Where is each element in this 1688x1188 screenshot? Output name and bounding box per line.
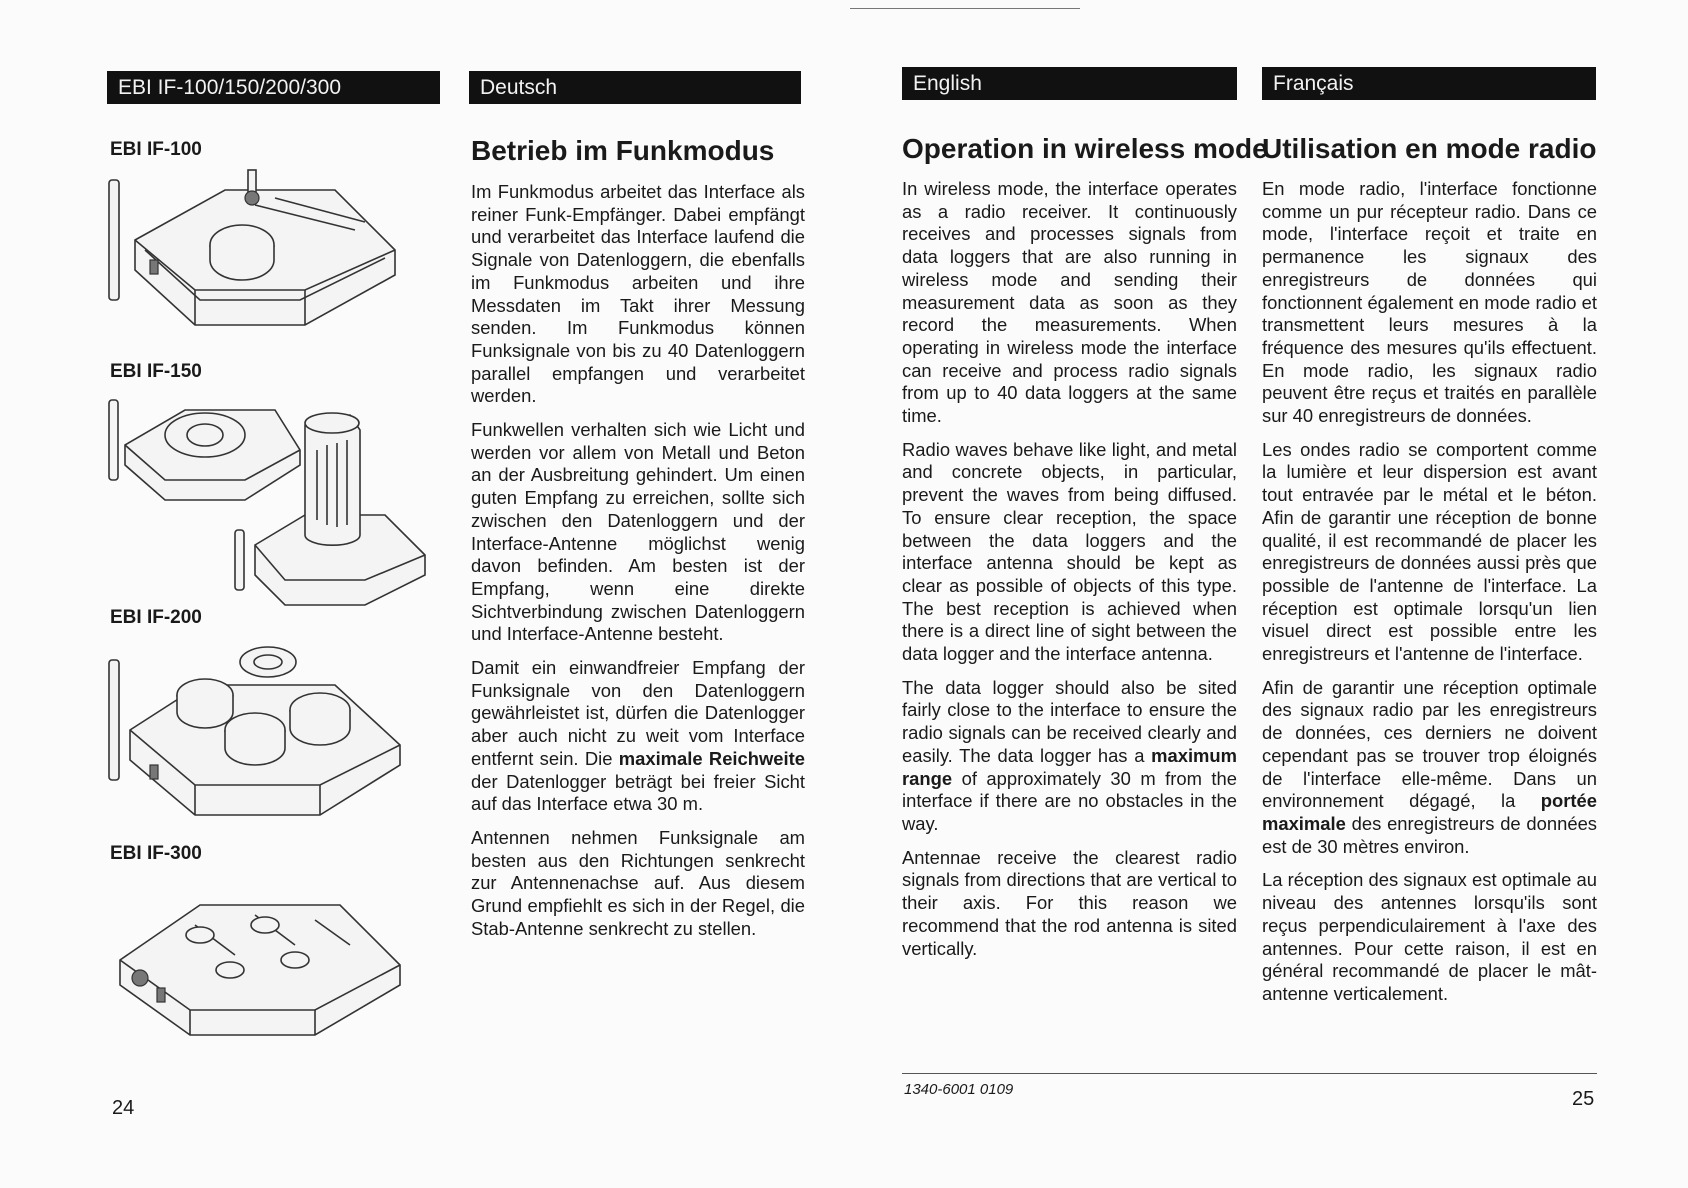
model-label-if300: EBI IF-300 [110, 843, 202, 864]
header-bar-deutsch: Deutsch [469, 71, 801, 104]
device-illustration-if200 [105, 640, 405, 830]
device-illustration-if150 [105, 395, 445, 615]
header-bar-francais: Français [1262, 67, 1596, 100]
paragraph: Damit ein einwandfreier Empfang der Funksignale von den Datenloggern gewährleistet ist, dürfen die Datenlogger aber auch nicht zu weit vom Interface entfernt sein. Die maximale Reichweite der Datenlogger beträgt bei freier Sicht auf das Interface etwa 30 m. [471, 657, 805, 815]
device-illustration-if300 [105, 870, 405, 1045]
section-title-francais: Utilisation en mode radio [1262, 133, 1597, 164]
model-label-if150: EBI IF-150 [110, 361, 202, 382]
text-column-deutsch [471, 181, 805, 952]
paragraph: Radio waves behave like light, and metal and concrete objects, in particular, prevent the waves from being diffused. To ensure clear reception, the space between the data loggers and the interface antenna should be kept as clear as possible of objects of this type. The best reception is achieved when there is a direct line of sight between the data logger and the interface antenna. [902, 438, 1237, 665]
page-number-right: 25 [1572, 1088, 1595, 1110]
paragraph: Funkwellen verhalten sich wie Licht und werden vor allem von Metall und Beton an der Ausbreitung gehindert. Um einen guten Empfang zu erreichen, sollte sich zwischen den Datenloggern und der Interface-Antenne möglichst wenig davon befinden. Am besten ist der Empfang, wenn eine direkte Sichtverbindung zwischen Datenloggern und Interface-Antenne besteht. [471, 419, 805, 645]
paragraph: La réception des signaux est optimale au niveau des antennes lorsqu'ils sont reçus perpendiculairement à l'axe des antennes. Pour cette raison, il est en général recommandé de placer le mât-antenne verticalement. [1262, 869, 1597, 1004]
model-label-if200: EBI IF-200 [110, 607, 202, 628]
emphasis: maximum range [902, 744, 1237, 789]
page-number-left: 24 [112, 1097, 135, 1119]
emphasis: portée maximale [1262, 790, 1597, 834]
text-column-english [902, 178, 1237, 971]
document-code: 1340-6001 0109 [904, 1081, 1014, 1098]
paragraph: Antennen nehmen Funksignale am besten aus den Richtungen senkrecht zur Antennenachse auf. Aus diesem Grund empfiehlt es sich in der Regel, die Stab-Antenne senkrecht zu stellen. [471, 826, 805, 939]
header-bar-models: EBI IF-100/150/200/300 [107, 71, 440, 104]
model-label-if100: EBI IF-100 [110, 139, 202, 160]
text-column-francais [1262, 178, 1597, 1017]
paragraph: In wireless mode, the interface operates as a radio receiver. It continuously receives and processes signals from data loggers that are also running in wireless mode and sending their measurement data as soon as they record the measurements. When operating in wireless mode the interface can receive and process radio signals from up to 40 data loggers at the same time. [902, 178, 1237, 427]
footer-rule [902, 1073, 1597, 1074]
paragraph: Antennae receive the clearest radio signals from directions that are vertical to their axis. For this reason we recommend that the rod antenna is sited vertically. [902, 846, 1237, 959]
paragraph: Im Funkmodus arbeitet das Interface als reiner Funk-Empfänger. Dabei empfängt und verarbeitet das Interface laufend die Signale von Datenloggern, die ebenfalls im Funkmodus arbeiten und ihre Messdaten im Takt ihrer Messung senden. Im Funkmodus können Funksignale von bis zu 40 Datenloggern parallel empfangen und verarbeitet werden. [471, 181, 805, 407]
emphasis: maximale Reichweite [618, 747, 805, 769]
section-title-english: Operation in wireless mode [902, 133, 1268, 164]
section-title-deutsch: Betrieb im Funkmodus [471, 135, 775, 166]
header-bar-english: English [902, 67, 1237, 100]
device-illustration-if100 [105, 160, 405, 340]
paragraph: The data logger should also be sited fairly close to the interface to ensure the radio signals can be received clearly and easily. The data logger has a maximum range of approximately 30 m from the interface if there are no obstacles in the way. [902, 676, 1237, 834]
paragraph: Les ondes radio se comportent comme la lumière et leur dispersion est avant tout entravée par le métal et le béton. Afin de garantir une réception de bonne qualité, il est recommandé de placer les enregistreurs de données aussi près que possible de l'antenne de l'interface. La réception est optimale lorsqu'un lien visuel direct est possible entre les enregistreurs et l'antenne de l'interface. [1262, 438, 1597, 665]
top-rule [850, 8, 1080, 9]
paragraph: En mode radio, l'interface fonctionne comme un pur récepteur radio. Dans ce mode, l'interface reçoit et traite en permanence les signaux des enregistreurs de données qui fonctionnent également en mode radio et transmettent leurs mesures à la fréquence des mesures qu'ils effectuent. En mode radio, les signaux radio peuvent être reçus et traités en parallèle sur 40 enregistreurs de données. [1262, 178, 1597, 427]
paragraph: Afin de garantir une réception optimale des signaux radio par les enregistreurs de données, ces derniers ne doivent cependant pas se trouver trop éloignés de l'interface elle-même. Dans un environnement dégagé, la portée maximale des enregistreurs de données est de 30 mètres environ. [1262, 676, 1597, 857]
